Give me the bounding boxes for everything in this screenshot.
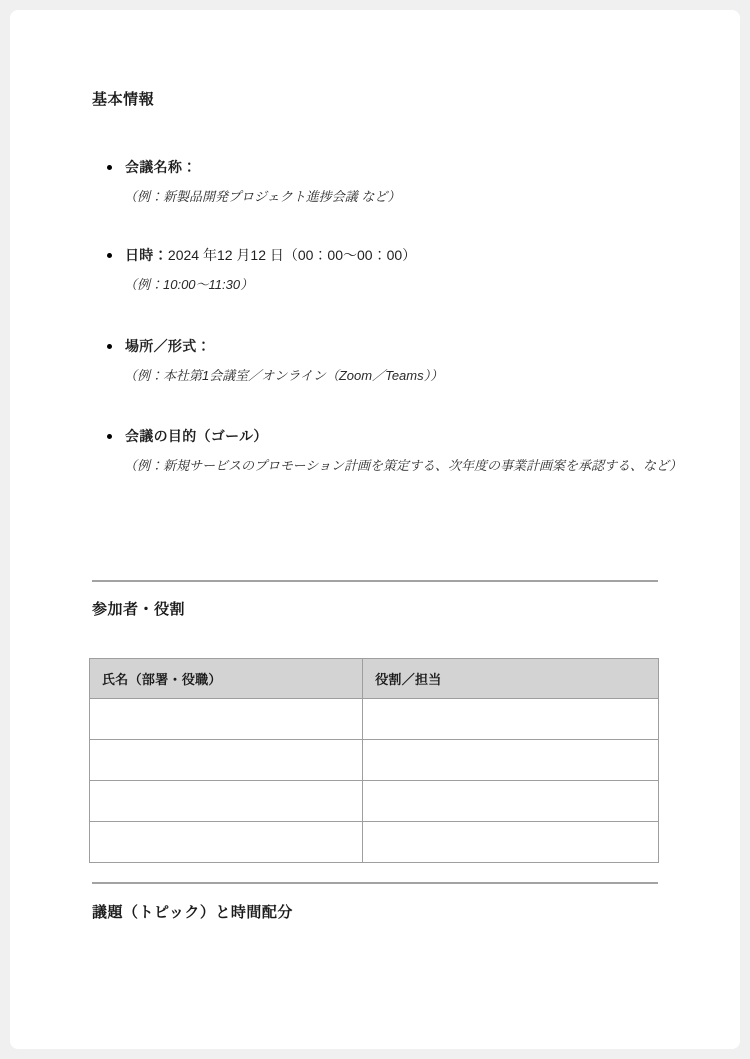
bullet-line bbox=[107, 158, 670, 177]
table-cell-name bbox=[90, 699, 363, 740]
bullet-value: 2024 年12 月12 日（00：00～00：00） bbox=[167, 247, 417, 263]
table-row bbox=[90, 822, 659, 863]
bullet-item-meeting-name bbox=[107, 158, 670, 206]
table-row bbox=[90, 781, 659, 822]
bullet-line bbox=[107, 337, 670, 356]
bullet-example: （例：新製品開発プロジェクト進捗会議 など） bbox=[124, 189, 401, 204]
bullet-item-location bbox=[107, 337, 670, 385]
section-heading-basic-info: 基本情報 bbox=[92, 91, 155, 108]
bullet-line bbox=[107, 246, 670, 265]
bullet-label: 場所／形式： bbox=[125, 338, 211, 354]
bullet-icon bbox=[107, 434, 112, 439]
bullet-icon bbox=[107, 253, 112, 258]
table-cell-name bbox=[90, 822, 363, 863]
table-cell-name bbox=[90, 781, 363, 822]
section-heading-participants: 参加者・役割 bbox=[92, 601, 186, 618]
table-header-row bbox=[90, 659, 659, 699]
table-cell-name bbox=[90, 740, 363, 781]
bullet-label: 会議の目的（ゴール） bbox=[125, 428, 268, 444]
bullet-example: （例：新規サービスのプロモーション計画を策定する、次年度の事業計画案を承認する、など） bbox=[124, 458, 682, 473]
bullet-item-datetime bbox=[107, 246, 670, 294]
table-cell-role bbox=[363, 699, 659, 740]
participants-table bbox=[89, 658, 659, 863]
bullet-example: （例：本社第1会議室／オンライン（Zoom／Teams）） bbox=[124, 368, 444, 383]
bullet-label: 日時： bbox=[125, 247, 168, 263]
bullet-example: （例：10:00～11:30） bbox=[124, 277, 254, 292]
bullet-item-goal bbox=[107, 427, 682, 475]
section-divider bbox=[92, 882, 658, 884]
bullet-icon bbox=[107, 165, 112, 170]
document-page bbox=[10, 10, 740, 1049]
bullet-label: 会議名称： bbox=[125, 159, 197, 175]
table-cell-role bbox=[363, 822, 659, 863]
bullet-icon bbox=[107, 344, 112, 349]
table-cell-role bbox=[363, 781, 659, 822]
section-divider bbox=[92, 580, 658, 582]
table-cell-role bbox=[363, 740, 659, 781]
table-header-name: 氏名（部署・役職） bbox=[90, 659, 363, 699]
table-row bbox=[90, 740, 659, 781]
section-heading-agenda: 議題（トピック）と時間配分 bbox=[92, 904, 293, 921]
bullet-line bbox=[107, 427, 670, 446]
table-header-role: 役割／担当 bbox=[363, 659, 659, 699]
table-row bbox=[90, 699, 659, 740]
